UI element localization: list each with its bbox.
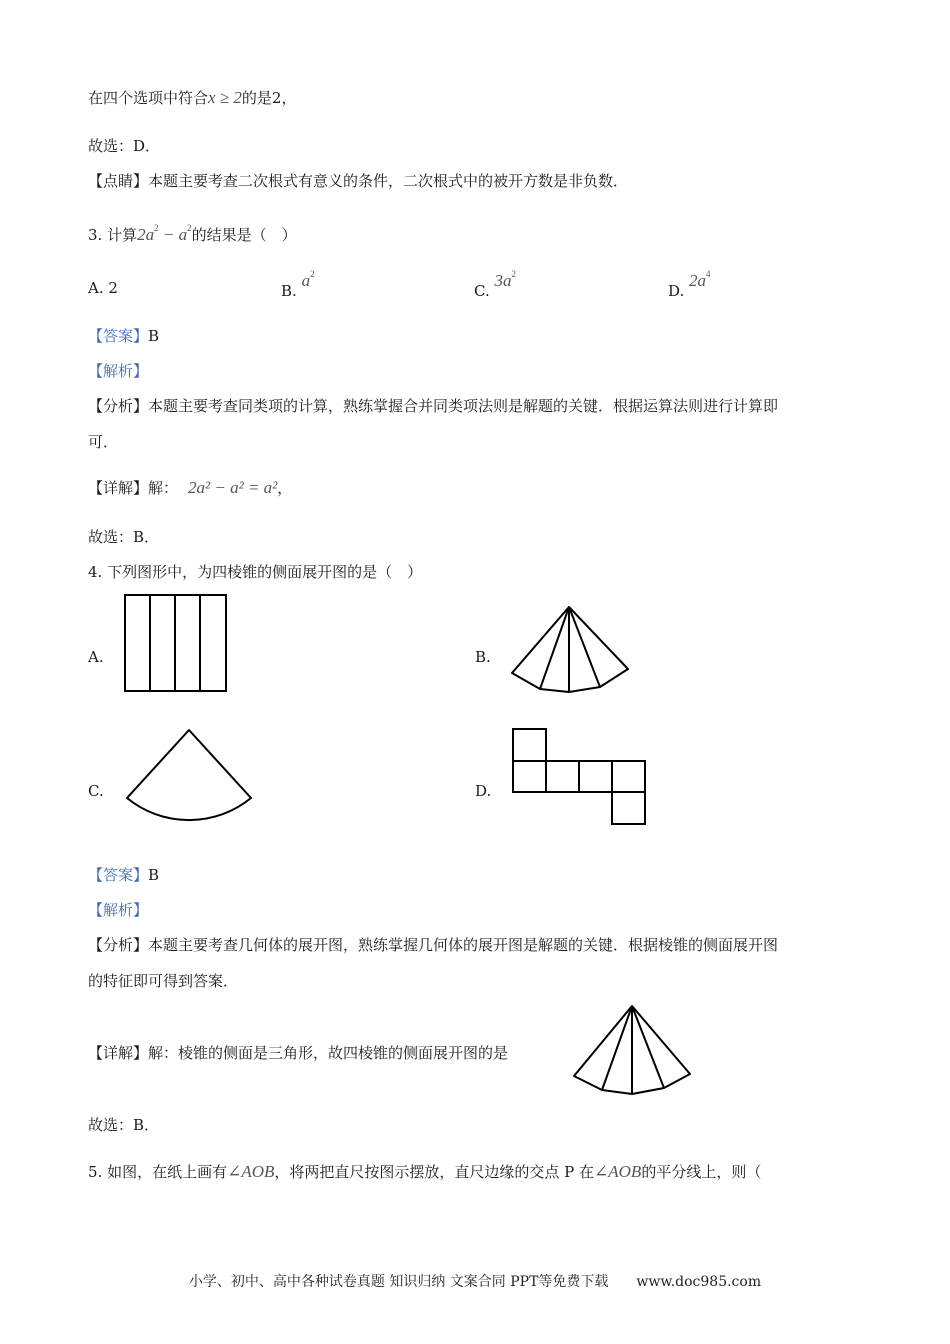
q4-fenxi-cont: 的特征即可得到答案． [88, 972, 239, 990]
q3-fenxi-cont: 可． [88, 433, 119, 451]
q5-stem: 5. 如图，在纸上画有∠AOB，将两把直尺按图示摆放，直尺边缘的交点 P 在∠AOB的平分线上，则（ [88, 1162, 762, 1181]
q4-answer: 【答案】B [88, 866, 160, 884]
q4-figure-d [512, 728, 648, 826]
q2-conclusion: 在四个选项中符合x ≥ 2的是2， [88, 88, 297, 107]
q4-fenxi: 【分析】本题主要考查几何体的展开图，熟练掌握几何体的展开图是解题的关键．根据棱锥的侧面展开图 [88, 936, 779, 954]
page-footer: 小学、初中、高中各种试卷真题 知识归纳 文案合同 PPT等免费下载 www.doc985.com [188, 1274, 762, 1290]
q4-analysis-label: 【解析】 [88, 901, 149, 919]
q3-detail: 【详解】解： 2a² − a² = a²， [88, 478, 293, 497]
q4-detail-figure [572, 1004, 692, 1096]
q3-fenxi: 【分析】本题主要考查同类项的计算，熟练掌握合并同类项法则是解题的关键．根据运算法则进行计算即 [88, 397, 779, 415]
q4-choose: 故选：B． [88, 1116, 160, 1134]
q4-figure-a [124, 594, 228, 692]
q3-expression: $2a^2 - a^2$ [137, 223, 192, 244]
q2-choose: 故选：D． [88, 137, 161, 155]
q3-choose: 故选：B． [88, 528, 160, 546]
q4-option-b-label: B. [475, 648, 491, 666]
q3-option-a: A. 2 [88, 279, 118, 297]
q4-option-c-label: C. [88, 782, 104, 800]
q3-option-d: D. $2a^4$ [668, 269, 711, 300]
q2-comment: 【点睛】本题主要考查二次根式有意义的条件，二次根式中的被开方数是非负数． [88, 172, 629, 190]
q4-figure-c [125, 728, 253, 824]
q3-stem: 3. 计算$2a^2 - a^2$的结果是（ ） [88, 223, 297, 244]
q4-figure-b [510, 605, 630, 693]
math-x-ge-2: x ≥ 2 [208, 88, 242, 107]
q3-option-c: C. $3a^2$ [474, 269, 516, 300]
q4-option-d-label: D. [475, 782, 492, 800]
q3-analysis-label: 【解析】 [88, 362, 149, 380]
q4-option-a-label: A. [88, 648, 104, 666]
q3-answer: 【答案】B [88, 327, 160, 345]
q4-stem: 4. 下列图形中，为四棱锥的侧面展开图的是（ ） [88, 563, 423, 581]
q4-detail: 【详解】解：棱锥的侧面是三角形，故四棱锥的侧面展开图的是 [88, 1044, 509, 1062]
q3-option-b: B. $a^2$ [281, 269, 315, 300]
